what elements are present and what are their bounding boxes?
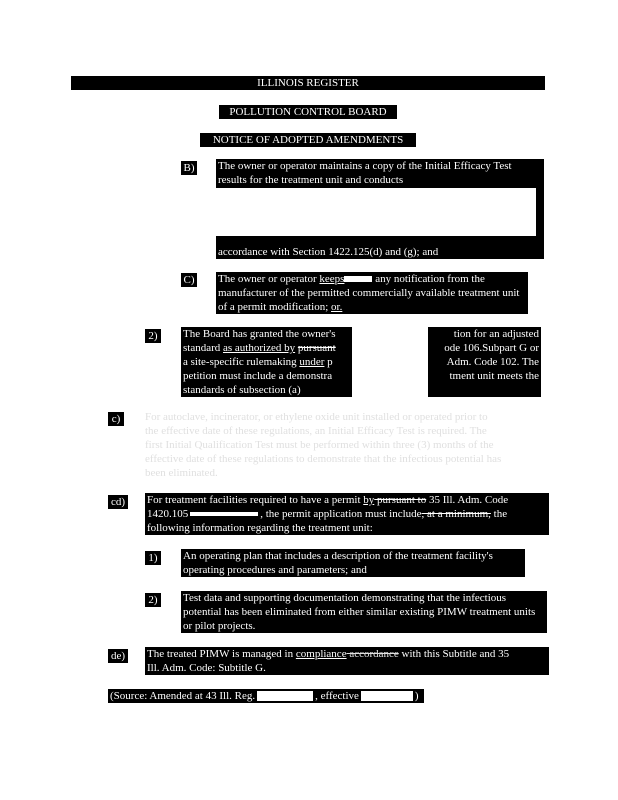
item-b-line1: The owner or operator maintains a copy of the Initial Efficacy Test — [218, 160, 512, 172]
register-title: ILLINOIS REGISTER — [71, 76, 545, 90]
item-c-label: C) — [181, 273, 197, 287]
item-d-text: For treatment facilities required to have a permit by pursuant to 35 Ill. Adm. Code 1420.105 , the permit application must include, at a minimum, the following information regarding the treatment unit: — [145, 493, 549, 535]
item-e-label: de) — [108, 649, 128, 663]
item-d-label: cd) — [108, 495, 128, 509]
item-2-block: The Board has granted the owner's tion for an adjusted standard as authorized by pursuant ode 106.Subpart G or a site-specific rulemaking under p Adm. Code 102. The petition must include a demonstra tment unit meets the standards of subsection (a) — [183, 328, 539, 396]
item-b-line6: accordance with Section 1422.125(d) and (g); and — [216, 245, 496, 259]
item-d-1-text: An operating plan that includes a description of the treatment facility's operating procedures and parameters; and — [181, 549, 525, 577]
item-2-redaction — [352, 327, 428, 397]
source-line: (Source: Amended at 43 Ill. Reg. , effective ) — [108, 689, 424, 703]
item-d-2-label: 2) — [145, 593, 161, 607]
item-e-text: The treated PIMW is managed in compliance accordance with this Subtitle and 35 Ill. Adm. Code: Subtitle G. — [145, 647, 549, 675]
item-c-paren-text: For autoclave, incinerator, or ethylene oxide unit installed or operated prior to the effective date of these regulations, an Initial Efficacy Test is required. The first Initial Qualification Test must be performed within three (3) months of the effective date of these regulations to demonstrate that the infectious potential has been eliminated. — [145, 411, 502, 479]
item-b-redaction — [216, 188, 536, 236]
item-c-text: The owner or operator keeps any notification from the manufacturer of the permitted commercially available treatment unit of a permit modification; or. — [216, 272, 528, 314]
agency-title: POLLUTION CONTROL BOARD — [219, 105, 397, 119]
notice-title: NOTICE OF ADOPTED AMENDMENTS — [200, 133, 416, 147]
item-d-2-text: Test data and supporting documentation demonstrating that the infectious potential has been eliminated from either similar existing PIMW treatment units or pilot projects. — [181, 591, 547, 633]
item-2-label: 2) — [145, 329, 161, 343]
item-c-paren-label: c) — [108, 412, 124, 426]
item-b-line2: results for the treatment unit and conducts — [218, 174, 404, 186]
item-b-label: B) — [181, 161, 197, 175]
item-d-1-label: 1) — [145, 551, 161, 565]
